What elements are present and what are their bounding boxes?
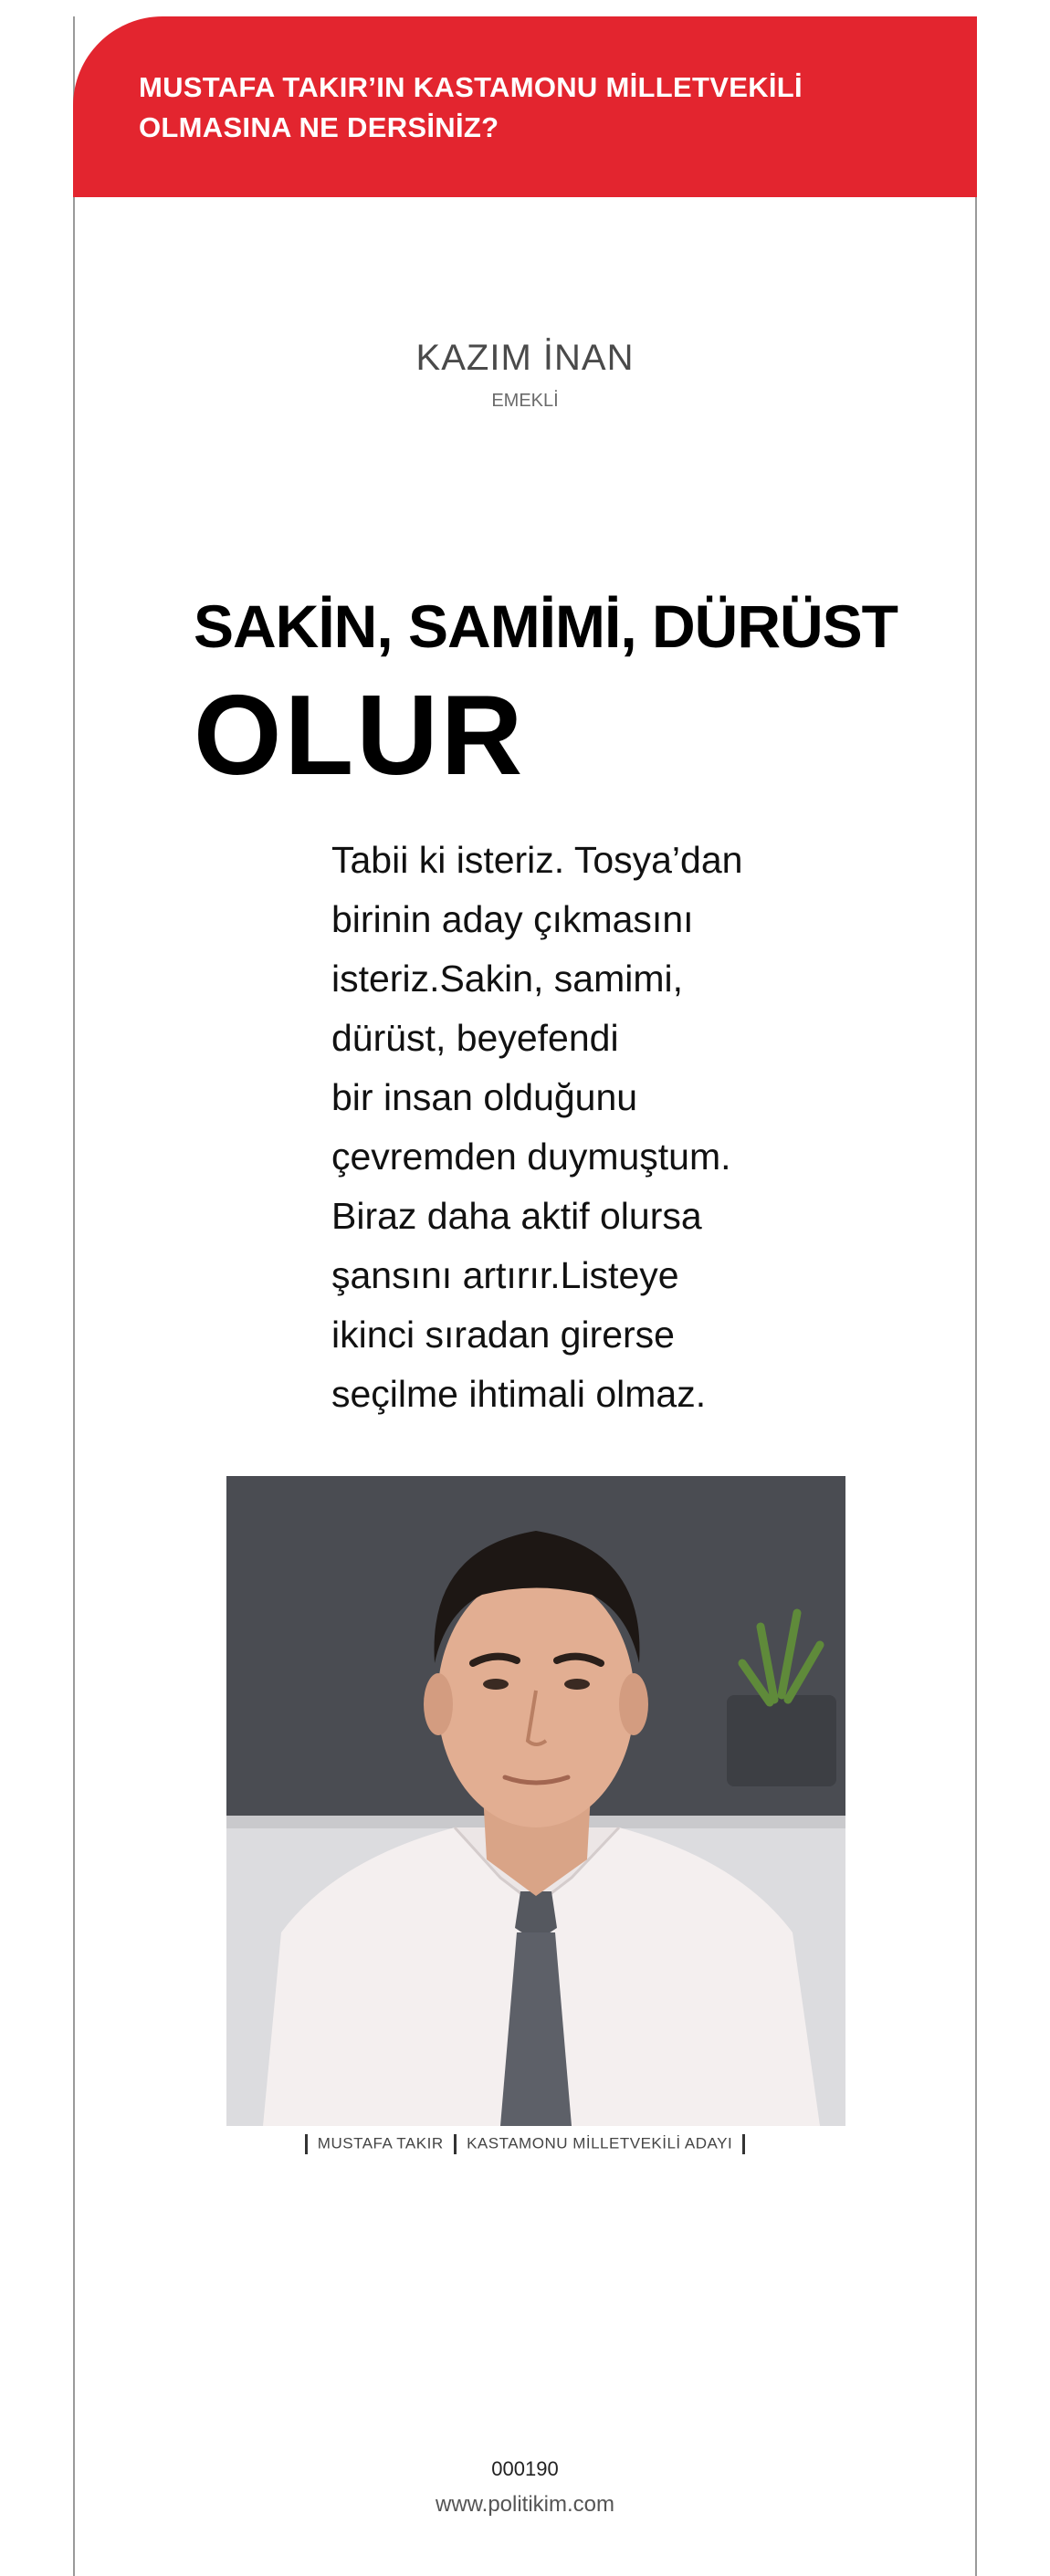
caption-divider xyxy=(454,2134,457,2154)
banner-line-2: OLMASINA NE DERSİNİZ? xyxy=(139,111,499,143)
caption-divider xyxy=(742,2134,745,2154)
photo-caption xyxy=(0,2134,1050,2154)
answer-line: isteriz.Sakin, samimi, xyxy=(331,958,684,1000)
page-code: 000190 xyxy=(491,2457,559,2480)
answer-line: Biraz daha aktif olursa xyxy=(331,1195,702,1237)
caption-person-name: MUSTAFA TAKIR xyxy=(317,2134,444,2152)
author-role: EMEKLİ xyxy=(491,391,559,411)
caption-person-title: KASTAMONU MİLLETVEKİLİ ADAYI xyxy=(467,2134,733,2152)
answer-line: Tabii ki isteriz. Tosya’dan xyxy=(331,839,743,881)
answer-line: dürüst, beyefendi xyxy=(331,1017,619,1059)
caption-divider xyxy=(305,2134,308,2154)
answer-line: şansını artırır.Listeye xyxy=(331,1254,679,1296)
answer-line: seçilme ihtimali olmaz. xyxy=(331,1373,707,1415)
author-name: KAZIM İNAN xyxy=(415,338,635,378)
portrait-photo xyxy=(226,1476,845,2126)
headline-line-2: OLUR xyxy=(194,673,526,799)
answer-text xyxy=(331,831,761,1424)
website-link[interactable]: www.politikim.com xyxy=(435,2492,615,2517)
answer-line: bir insan olduğunu xyxy=(331,1076,638,1118)
banner-line-1: MUSTAFA TAKIR’IN KASTAMONU MİLLETVEKİLİ xyxy=(139,71,803,103)
answer-line: ikinci sıradan girerse xyxy=(331,1314,675,1356)
banner-question xyxy=(139,68,924,148)
answer-line: çevremden duymuştum. xyxy=(331,1136,731,1178)
answer-line: birinin aday çıkmasını xyxy=(331,898,694,940)
question-banner xyxy=(73,16,977,197)
headline-line-1: SAKİN, SAMİMİ, DÜRÜST xyxy=(194,592,898,660)
